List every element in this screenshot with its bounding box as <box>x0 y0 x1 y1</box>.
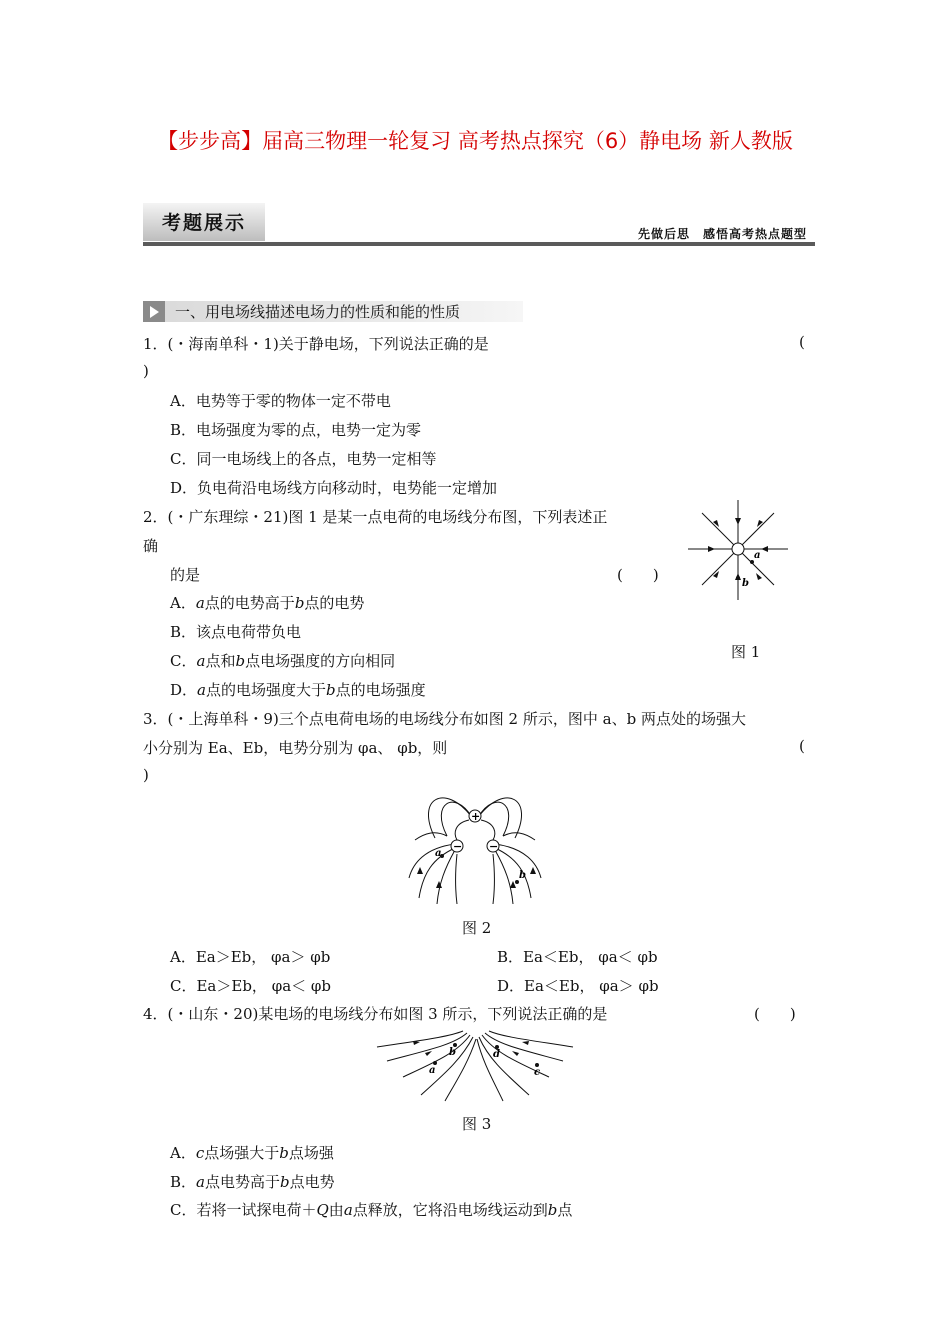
q3-stem-line1: 3．(・上海单科・9)三个点电荷电场的电场线分布如图 2 所示，图中 a、b 两点处的场强大 <box>143 710 746 728</box>
figure-2-three-charges-field <box>405 778 545 908</box>
q1-option-a: A．电势等于零的物体一定不带电 <box>170 392 391 410</box>
document-title: 【步步高】届高三物理一轮复习 高考热点探究（6）静电场 新人教版 <box>157 129 793 153</box>
fig3-label-b: b <box>449 1047 456 1058</box>
q4-option-b: B．a点电势高于b点电势 <box>170 1173 335 1191</box>
q3-option-b: B．Ea＜Eb， φa＜ φb <box>497 948 658 966</box>
section-title: 一、用电场线描述电场力的性质和能的性质 <box>175 303 461 321</box>
fig2-label-a: a <box>435 848 442 859</box>
q4-option-a: A．c点场强大于b点场强 <box>170 1144 334 1162</box>
fig2-plus-sign: + <box>471 810 481 823</box>
q3-option-d: D．Ea＜Eb， φa＞ φb <box>497 977 659 995</box>
q1-stem: 1．(・海南单科・1)关于静电场，下列说法正确的是 <box>143 335 489 353</box>
q3-option-a: A．Ea＞Eb， φa＞ φb <box>170 948 331 966</box>
q4-stem: 4．(・山东・20)某电场的电场线分布如图 3 所示，下列说法正确的是 <box>143 1005 608 1023</box>
fig3-label-a: a <box>429 1065 436 1076</box>
fig1-label-b: b <box>742 578 749 589</box>
banner-rule <box>143 242 815 246</box>
figure-2-caption: 图 2 <box>462 919 492 937</box>
q2-option-d: D．a点的电场强度大于b点的电场强度 <box>170 681 426 699</box>
q1-paren-open: ( <box>799 333 805 351</box>
fig1-label-a: a <box>754 550 761 561</box>
q2-stem-line3: 的是 <box>170 566 201 584</box>
q2-stem-line2: 确 <box>143 537 159 555</box>
section-banner <box>143 203 815 247</box>
figure-1-point-charge-field <box>684 496 792 604</box>
q3-paren-open: ( <box>799 737 805 755</box>
fig3-label-d: d <box>493 1049 500 1060</box>
figure-3-field-lines <box>373 1025 578 1103</box>
q2-option-c: C．a点和b点电场强度的方向相同 <box>170 652 396 670</box>
q3-option-c: C．Ea＞Eb， φa＜ φb <box>170 977 332 995</box>
play-arrow-icon <box>143 301 165 322</box>
q1-option-b: B．电场强度为零的点，电势一定为零 <box>170 421 422 439</box>
figure-3-caption: 图 3 <box>462 1115 492 1133</box>
banner-tab: 考题展示 <box>143 203 265 241</box>
q2-stem-line1: 2．(・广东理综・21)图 1 是某一点电荷的电场线分布图，下列表述正 <box>143 508 608 526</box>
q4-option-c: C．若将一试探电荷＋Q由a点释放，它将沿电场线运动到b点 <box>170 1201 573 1219</box>
figure-1-caption: 图 1 <box>731 643 761 661</box>
fig2-label-b: b <box>519 870 526 881</box>
q1-paren-close: ) <box>143 362 149 380</box>
q3-stem-line2: 小分别为 Ea、Eb，电势分别为 φa、 φb，则 <box>143 739 448 757</box>
q1-option-d: D．负电荷沿电场线方向移动时，电势能一定增加 <box>170 479 498 497</box>
fig2-minus-sign-right: − <box>489 840 499 853</box>
section-header <box>143 301 523 322</box>
q4-answer-paren: ( ) <box>754 1005 796 1023</box>
q2-option-a: A．a点的电势高于b点的电势 <box>170 594 365 612</box>
q3-paren-close: ) <box>143 766 149 784</box>
banner-subtitle: 先做后思 感悟高考热点题型 <box>637 227 807 241</box>
q2-answer-paren: ( ) <box>617 566 659 584</box>
q2-option-b: B．该点电荷带负电 <box>170 623 302 641</box>
fig3-label-c: c <box>534 1067 541 1078</box>
q1-option-c: C．同一电场线上的各点，电势一定相等 <box>170 450 437 468</box>
fig2-minus-sign-left: − <box>453 840 463 853</box>
